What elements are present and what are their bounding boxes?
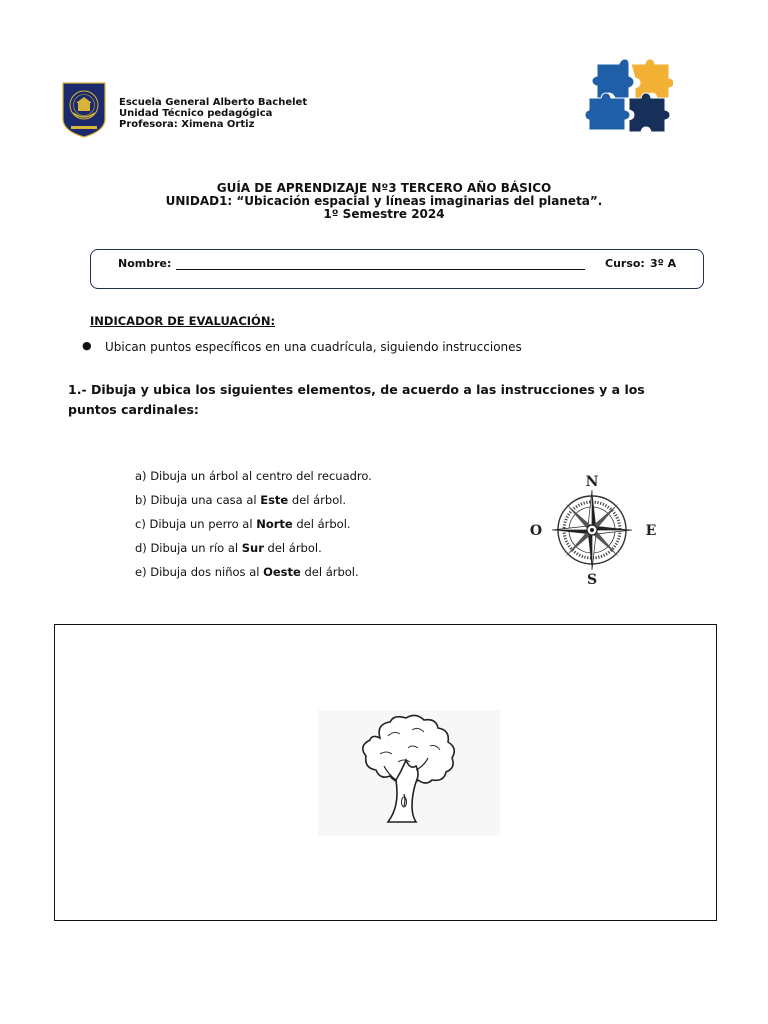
teacher-name: Profesora: Ximena Ortiz bbox=[119, 119, 255, 130]
instruction-e: e) Dibuja dos niños al Oeste del árbol. bbox=[135, 565, 359, 579]
evaluation-indicator-item: Ubican puntos específicos en una cuadrícula, siguiendo instrucciones bbox=[105, 340, 522, 354]
question-text-line-1: 1.- Dibuja y ubica los siguientes elementos, de acuerdo a las instrucciones y a los bbox=[68, 382, 645, 397]
name-label: Nombre: bbox=[118, 257, 172, 270]
instruction-b: b) Dibuja una casa al Este del árbol. bbox=[135, 493, 347, 507]
unit-title: UNIDAD1: “Ubicación espacial y líneas imaginarias del planeta”. bbox=[165, 194, 603, 208]
instruction-a: a) Dibuja un árbol al centro del recuadro. bbox=[135, 469, 372, 483]
compass-north-label: N bbox=[585, 474, 599, 490]
course-value: 3º A bbox=[650, 257, 677, 270]
course-label: Curso: bbox=[605, 257, 645, 270]
tree-icon bbox=[318, 710, 500, 836]
question-text-line-2: puntos cardinales: bbox=[68, 402, 199, 417]
compass-east-label: E bbox=[645, 523, 657, 539]
semester-title: 1º Semestre 2024 bbox=[323, 207, 445, 221]
puzzle-pieces-logo bbox=[585, 58, 673, 134]
guide-title: GUÍA DE APRENDIZAJE Nº3 TERCERO AÑO BÁSICO bbox=[216, 181, 552, 195]
school-name: Escuela General Alberto Bachelet bbox=[119, 97, 308, 108]
school-unit: Unidad Técnico pedagógica bbox=[119, 108, 273, 119]
instruction-d: d) Dibuja un río al Sur del árbol. bbox=[135, 541, 322, 555]
school-info bbox=[119, 97, 307, 130]
school-crest-logo bbox=[61, 81, 107, 139]
compass-west-label: O bbox=[529, 523, 543, 539]
name-field-line[interactable] bbox=[176, 258, 585, 270]
evaluation-indicator-heading: INDICADOR DE EVALUACIÓN: bbox=[90, 314, 276, 328]
compass-rose-icon bbox=[524, 472, 664, 587]
instruction-c: c) Dibuja un perro al Norte del árbol. bbox=[135, 517, 351, 531]
bullet-icon: ● bbox=[82, 339, 92, 352]
compass-south-label: S bbox=[586, 572, 598, 587]
